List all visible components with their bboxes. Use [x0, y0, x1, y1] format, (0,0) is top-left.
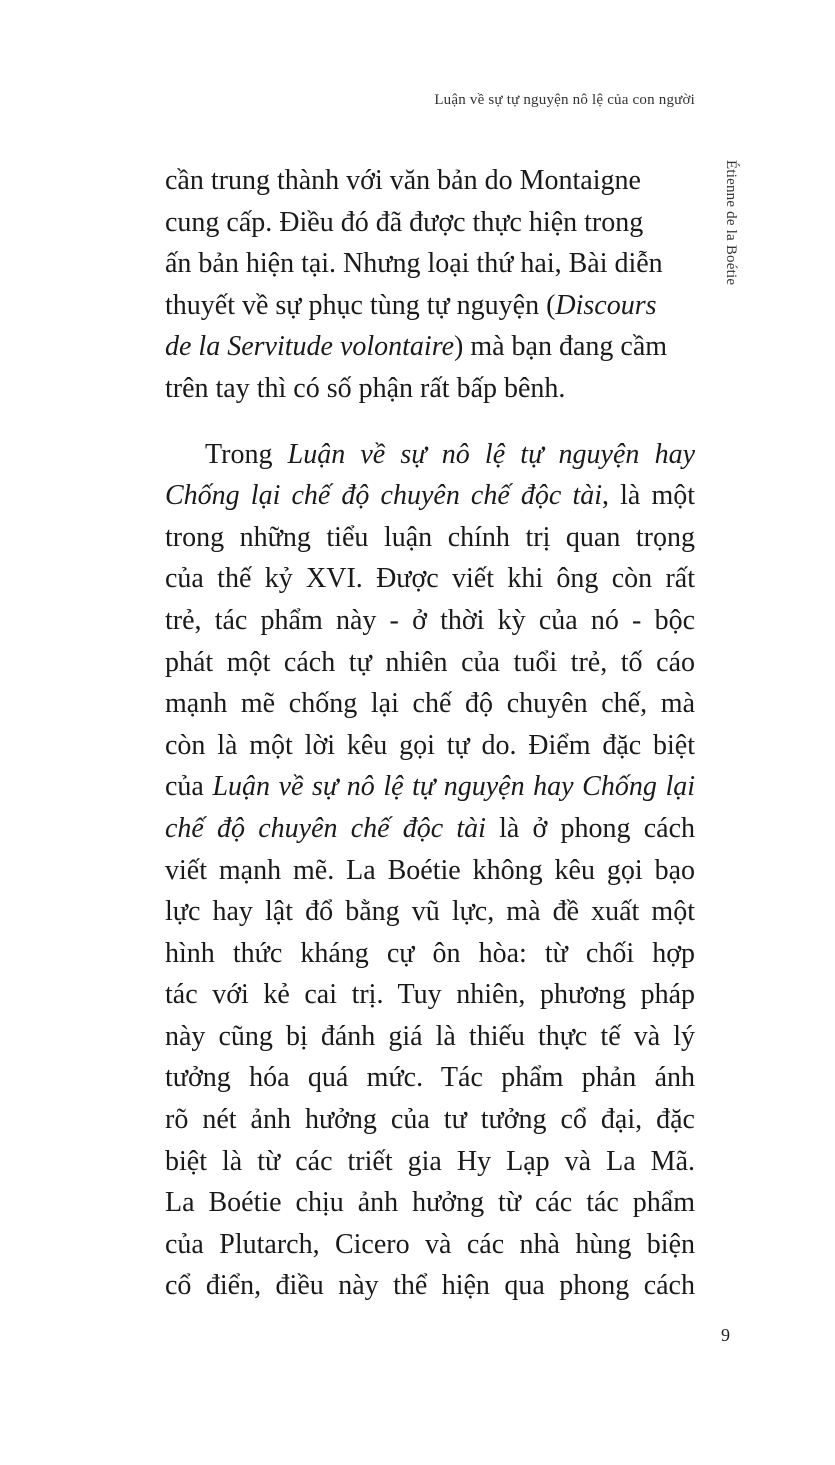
text-line: của Plutarch, Cicero và các nhà hùng biện [165, 1228, 695, 1260]
body-text [165, 160, 695, 1307]
text-line: hình thức kháng cự ôn hòa: từ chối hợp [165, 937, 695, 969]
text-line: của thế kỷ XVI. Được viết khi ông còn rất [165, 563, 695, 595]
text-line: tưởng hóa quá mức. Tác phẩm phản ánh [165, 1062, 695, 1094]
text-line: lực hay lật đổ bằng vũ lực, mà đề xuất một [165, 896, 695, 928]
text-line [165, 808, 695, 850]
text-line: trẻ, tác phẩm này - ở thời kỳ của nó - bộc [165, 604, 695, 636]
text-line: mạnh mẽ chống lại chế độ chuyên chế, mà [165, 688, 695, 720]
paragraph-2 [165, 434, 695, 1307]
text-line: phát một cách tự nhiên của tuổi trẻ, tố cáo [165, 646, 695, 678]
italic-title: de la Servitude volontaire [165, 331, 454, 363]
italic-title: Chống lại chế độ chuyên chế độc tài [165, 480, 603, 512]
text-run: Trong [205, 438, 288, 470]
text-line: biệt là từ các triết gia Hy Lạp và La Mã. [165, 1145, 695, 1177]
text-line [165, 434, 695, 476]
text-line [165, 326, 695, 368]
text-run: là ở phong cách [485, 812, 695, 844]
running-header: Luận về sự tự nguyện nô lệ của con người [434, 92, 695, 108]
page-number: 9 [721, 1325, 730, 1345]
text-run: của [165, 771, 213, 803]
text-line [165, 766, 695, 808]
italic-title: Discours [555, 289, 657, 321]
text-line: cung cấp. Điều đó đã được thực hiện trong [165, 206, 644, 238]
text-line: này cũng bị đánh giá là thiếu thực tế và lý [165, 1020, 695, 1052]
text-line: viết mạnh mẽ. La Boétie không kêu gọi bạo [165, 854, 695, 886]
text-line: ấn bản hiện tại. Nhưng loại thứ hai, Bài diễn [165, 248, 663, 280]
text-line: còn là một lời kêu gọi tự do. Điểm đặc biệt [165, 729, 695, 761]
text-line: trong những tiểu luận chính trị quan trọng [165, 521, 695, 553]
side-author-title: Étienne de la Boétie [723, 160, 739, 286]
text-line: tác với kẻ cai trị. Tuy nhiên, phương pháp [165, 979, 695, 1011]
text-line: trên tay thì có số phận rất bấp bênh. [165, 372, 566, 404]
text-line [165, 285, 695, 327]
text-run: , là một [602, 480, 696, 512]
text-run: ) mà bạn đang cầm [454, 331, 668, 363]
paragraph-1 [165, 160, 695, 410]
italic-title: Luận về sự nô lệ tự nguyện hay Chống lại [212, 771, 695, 803]
italic-title: chế độ chuyên chế độc tài [165, 812, 486, 844]
text-line [165, 475, 695, 517]
text-line: La Boétie chịu ảnh hưởng từ các tác phẩm [165, 1187, 695, 1219]
italic-title: Luận về sự nô lệ tự nguyện hay [287, 438, 695, 470]
text-line: cổ điển, điều này thể hiện qua phong cách [165, 1270, 695, 1302]
text-line: rõ nét ảnh hưởng của tư tưởng cổ đại, đặc [165, 1104, 695, 1136]
text-run: thuyết về sự phục tùng tự nguyện ( [165, 289, 556, 321]
text-line: cần trung thành với văn bản do Montaigne [165, 165, 641, 196]
